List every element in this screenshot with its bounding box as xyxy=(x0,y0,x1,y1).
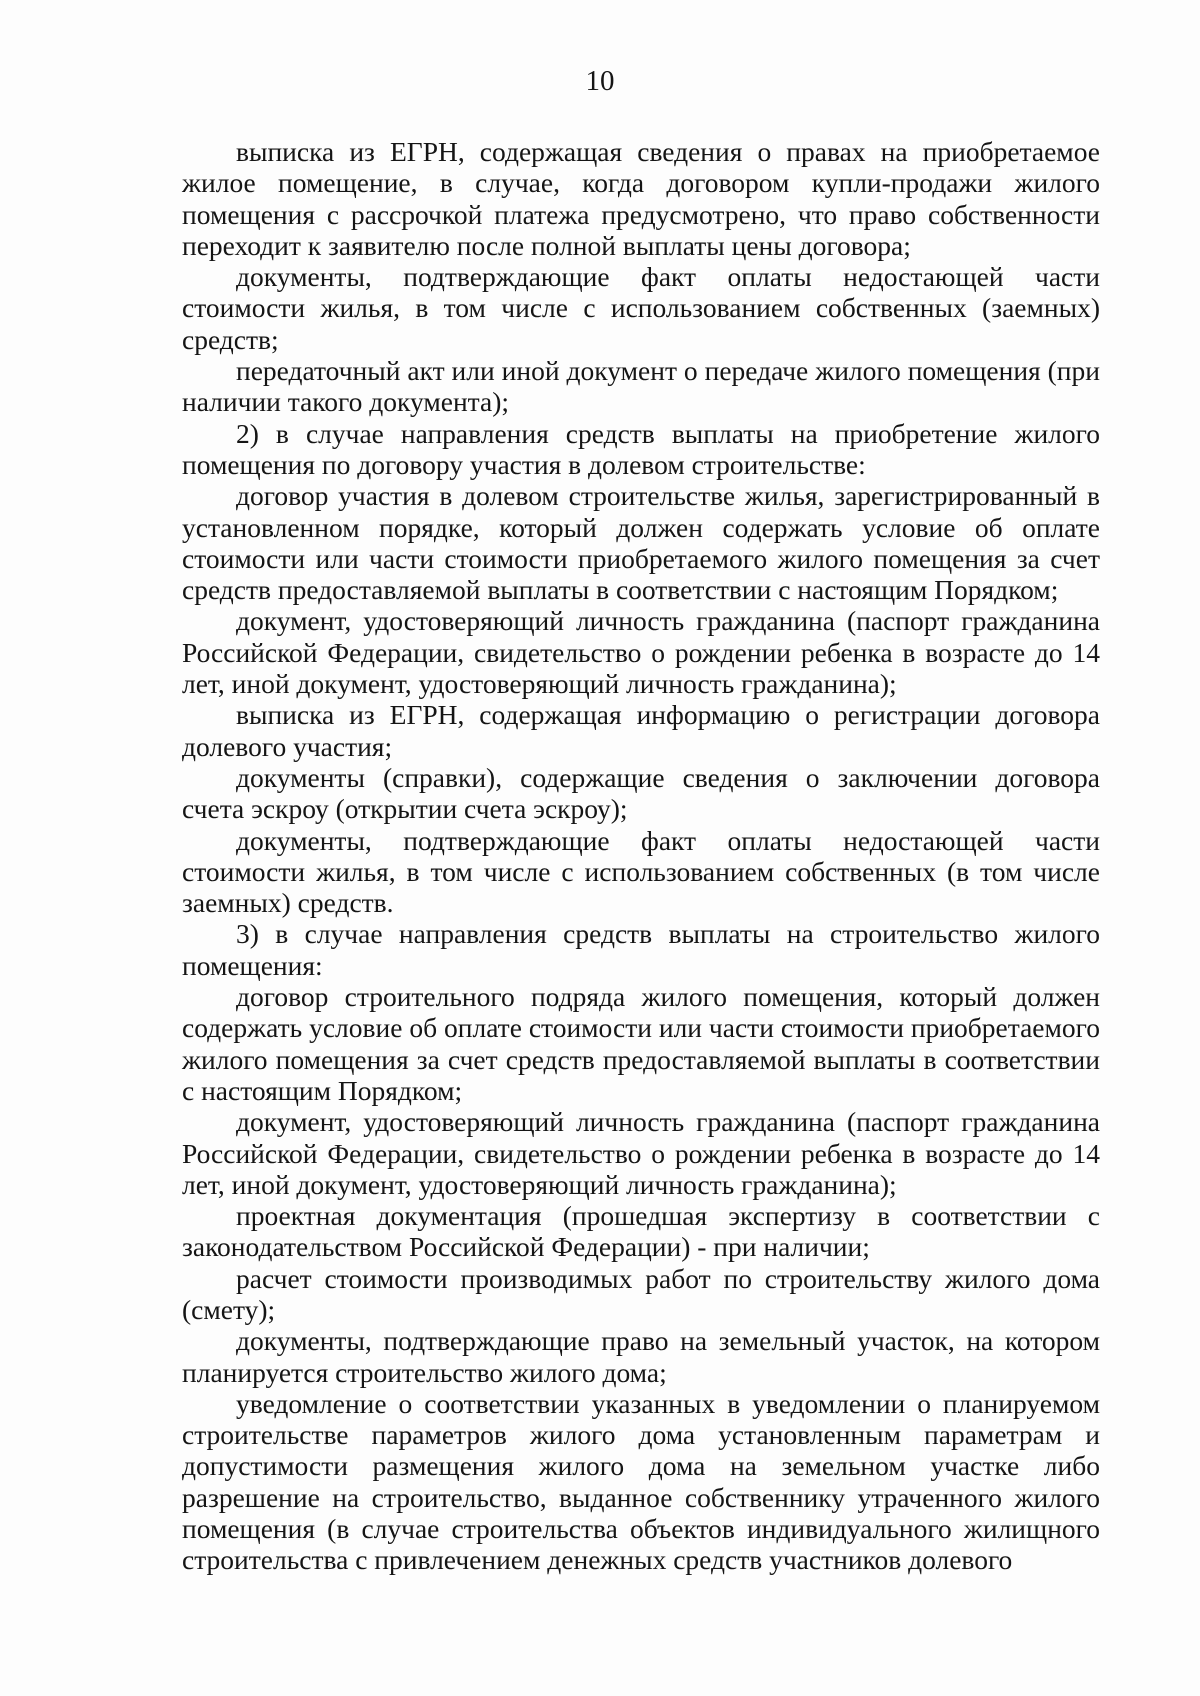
paragraph-construction-notice: уведомление о соответствии указанных в уведомлении о планируемом строительстве параметров жилого дома установленным параметрам и допустимости размещения жилого дома на земельном участке либо разрешение на строительство, выданное собственнику утраченного жилого помещения (в случае строительства объектов индивидуального жилищного строительства с привлечением денежных средств участников долевого xyxy=(182,1387,1100,1576)
paragraph-payment-documents: документы, подтверждающие факт оплаты недостающей части стоимости жилья, в том числе с использованием собственных (заемных) средств; xyxy=(182,261,1100,355)
paragraph-payment-documents-2: документы, подтверждающие факт оплаты недостающей части стоимости жилья, в том числе с использованием собственных (в том числе заемных) средств. xyxy=(182,824,1100,919)
paragraph-identity-document: документ, удостоверяющий личность гражданина (паспорт гражданина Российской Федерации, свидетельство о рождении ребенка в возрасте до 14 лет, иной документ, удостоверяющий личность гражданина); xyxy=(182,605,1100,700)
paragraph-egrn-rights: выписка из ЕГРН, содержащая сведения о правах на приобретаемое жилое помещение, в случае, когда договором купли-продажи жилого помещения с рассрочкой платежа предусмотрено, что право собственности переходит к заявителю после полной выплаты цены договора; xyxy=(182,136,1100,261)
paragraph-egrn-registration: выписка из ЕГРН, содержащая информацию о регистрации договора долевого участия; xyxy=(182,699,1100,762)
paragraph-item-3-heading: 3) в случае направления средств выплаты на строительство жилого помещения: xyxy=(182,918,1100,981)
paragraph-transfer-act: передаточный акт или иной документ о передаче жилого помещения (при наличии такого документа); xyxy=(182,355,1100,418)
document-body xyxy=(182,136,1100,1576)
paragraph-land-rights: документы, подтверждающие право на земельный участок, на котором планируется строительство жилого дома; xyxy=(182,1325,1100,1388)
paragraph-item-2-heading: 2) в случае направления средств выплаты на приобретение жилого помещения по договору участия в долевом строительстве: xyxy=(182,417,1100,480)
paragraph-escrow-documents: документы (справки), содержащие сведения о заключении договора счета эскроу (открытии счета эскроу); xyxy=(182,761,1100,825)
paragraph-identity-document-2: документ, удостоверяющий личность гражданина (паспорт гражданина Российской Федерации, свидетельство о рождении ребенка в возрасте до 14 лет, иной документ, удостоверяющий личность гражданина); xyxy=(182,1106,1100,1200)
paragraph-construction-contract: договор строительного подряда жилого помещения, который должен содержать условие об оплате стоимости или части стоимости приобретаемого жилого помещения за счет средств предоставляемой выплаты в соответствии с настоящим Порядком; xyxy=(182,981,1100,1106)
paragraph-shared-construction-contract: договор участия в долевом строительстве жилья, зарегистрированный в установленном порядке, который должен содержать условие об оплате стоимости или части стоимости приобретаемого жилого помещения за счет средств предоставляемой выплаты в соответствии с настоящим Порядком; xyxy=(182,480,1100,606)
paragraph-project-documentation: проектная документация (прошедшая экспертизу в соответствии с законодательством Российской Федерации) - при наличии; xyxy=(182,1200,1100,1263)
page-number: 10 xyxy=(585,65,615,97)
paragraph-cost-estimate: расчет стоимости производимых работ по строительству жилого дома (смету); xyxy=(182,1262,1100,1325)
